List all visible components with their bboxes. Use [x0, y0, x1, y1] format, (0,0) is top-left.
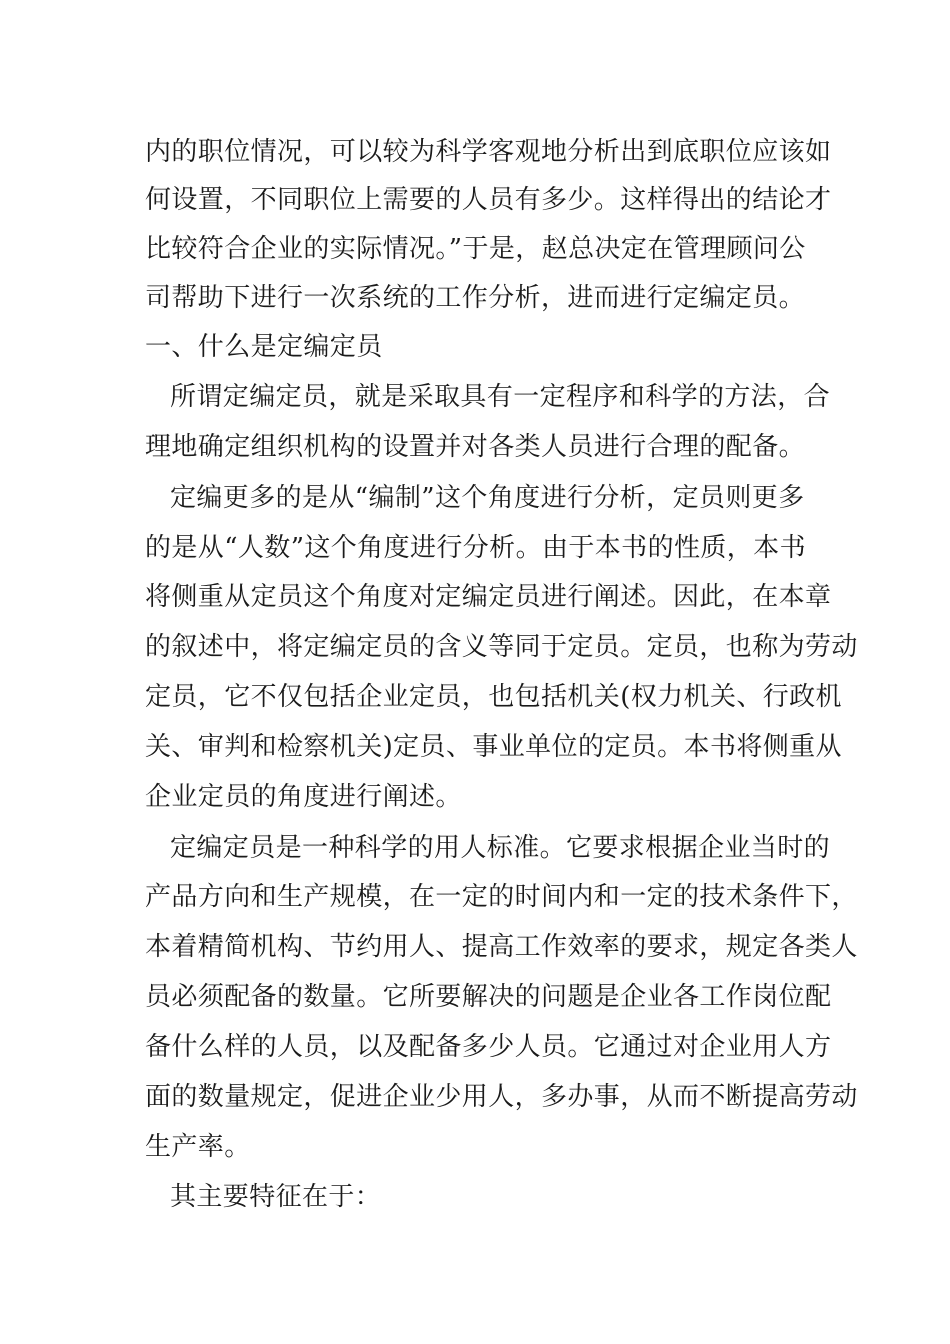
text-line: 关、审判和检察机关)定员、事业单位的定员。本书将侧重从 — [145, 732, 842, 762]
section-heading: 一、什么是定编定员 — [145, 332, 383, 362]
text-line: 的叙述中，将定编定员的含义等同于定员。定员，也称为劳动 — [145, 632, 858, 662]
text-line: 的是从“人数”这个角度进行分析。由于本书的性质，本书 — [145, 533, 806, 563]
text-line: 定员，它不仅包括企业定员，也包括机关(权力机关、行政机 — [145, 682, 842, 712]
paragraph-first-line: 其主要特征在于： — [170, 1182, 382, 1212]
text-line: 备什么样的人员，以及配备多少人员。它通过对企业用人方 — [145, 1032, 832, 1062]
text-line: 员必须配备的数量。它所要解决的问题是企业各工作岗位配 — [145, 982, 832, 1012]
text-line: 面的数量规定，促进企业少用人，多办事，从而不断提高劳动 — [145, 1082, 858, 1112]
text-line: 司帮助下进行一次系统的工作分析，进而进行定编定员。 — [145, 283, 806, 313]
paragraph-first-line: 所谓定编定员，就是采取具有一定程序和科学的方法，合 — [170, 382, 831, 412]
text-line: 产品方向和生产规模，在一定的时间内和一定的技术条件下， — [145, 882, 858, 912]
text-line: 企业定员的角度进行阐述。 — [145, 782, 462, 812]
paragraph-first-line: 定编更多的是从“编制”这个角度进行分析，定员则更多 — [170, 483, 805, 513]
text-line: 本着精简机构、节约用人、提高工作效率的要求，规定各类人 — [145, 932, 858, 962]
text-line: 何设置，不同职位上需要的人员有多少。这样得出的结论才 — [145, 185, 832, 215]
text-line: 比较符合企业的实际情况。”于是，赵总决定在管理顾问公 — [145, 234, 806, 264]
text-line: 生产率。 — [145, 1132, 251, 1162]
text-line: 将侧重从定员这个角度对定编定员进行阐述。因此，在本章 — [145, 582, 832, 612]
text-line: 理地确定组织机构的设置并对各类人员进行合理的配备。 — [145, 432, 806, 462]
text-line: 内的职位情况，可以较为科学客观地分析出到底职位应该如 — [145, 137, 832, 167]
paragraph-first-line: 定编定员是一种科学的用人标准。它要求根据企业当时的 — [170, 833, 831, 863]
